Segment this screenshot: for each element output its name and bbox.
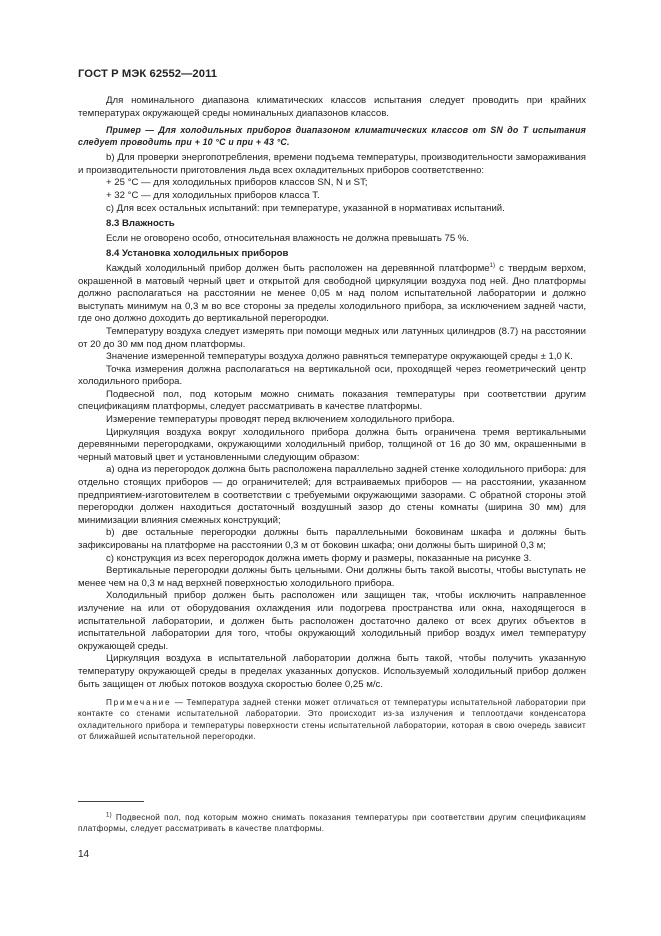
temperature-item: + 32 °С — для холодильных приборов класса Т.: [106, 189, 320, 201]
list-item-b: b) две остальные перегородки должны быть параллельными боковинам шкафа и должны быть зафиксированы на платформе на расстоянии 0,3 м от боковин шкафа; они должны быть шириной 0,3 м;: [78, 527, 586, 551]
section-heading-8-3: 8.3 Влажность: [106, 218, 175, 230]
paragraph: Подвесной пол, под которым можно снимать показания температуры при соответствии другим спецификациям платформы, следует рассматривать в качестве платформы.: [78, 388, 586, 413]
note: [78, 697, 586, 742]
paragraph: Температуру воздуха следует измерять при помощи медных или латунных цилиндров (8.7) на расстоянии от 20 до 30 мм под дном платформы.: [78, 325, 586, 350]
page-header-standard-title: ГОСТ Р МЭК 62552—2011: [78, 68, 218, 80]
paragraph: Вертикальные перегородки должны быть цельными. Они должны быть такой высоты, чтобы выступать не менее чем на 0,3 м над верхней поверхностью холодильного прибора.: [78, 565, 586, 589]
footnote-text: Подвесной пол, под которым можно снимать показания температуры при соответствии другим спецификациям платформы, следует рассматривать в качестве платформы.: [78, 813, 587, 834]
list-item-c: c) конструкция из всех перегородок должна иметь форму и размеры, показанные на рисунке 3.: [106, 552, 532, 564]
footnote-divider: [78, 801, 144, 802]
section-heading-8-4: 8.4 Установка холодильных приборов: [106, 248, 289, 260]
footnote-marker: 1): [106, 812, 112, 819]
paragraph: Циркуляция воздуха вокруг холодильного прибора должна быть ограничена тремя вертикальными деревянными перегородками, окружающими холодильный прибор, толщиной от 16 до 30 мм, окрашенными в черный матовый цвет и установленными следующим образом:: [78, 426, 586, 463]
example-paragraph: Пример — Для холодильных приборов диапазоном климатических классов от SN до Т испытания следует проводить при + 10 °С и при + 43 °С.: [78, 125, 586, 148]
paragraph-rest: с твердым верхом, окрашенной в матовый черный цвет и открытой для свободной циркуляции воздуха под ней. Дно платформы должно располагаться на расстоянии не менее 0,05 м над полом испытательной лаборатории и должно выступать минимум на 0,3 м во все стороны за пределы холодильного прибора, за исключением задней части, где оно должно доходить до вертикальной перегородки.: [78, 262, 586, 325]
note-text: — Температура задней стенки может отличаться от температуры испытательной лаборатории при контакте со стенами испытательной лаборатории. Это происходит из-за излучения и теплоотдачи конденсатора охладительного прибора и температуры поверхности стены испытательной лаборатории, которая в свою очередь зависит от ближайшей испытательной перегородки.: [78, 698, 586, 741]
paragraph: Измерение температуры проводят перед включением холодильного прибора.: [106, 414, 455, 426]
paragraph: Точка измерения должна располагаться на вертикальной оси, проходящей через геометрический центр холодильного прибора.: [78, 363, 586, 388]
paragraph-with-footnote: [78, 263, 586, 326]
footnote: [78, 812, 586, 835]
list-item-b: b) Для проверки энергопотребления, времени подъема температуры, производительности замораживания и производительности приготовления льда всех охладительных приборов соответственно:: [78, 152, 586, 176]
paragraph: Для номинального диапазона климатических классов испытания следует проводить при крайних температурах окружающей среды номинальных диапазонов классов.: [78, 95, 586, 119]
page-number: 14: [78, 849, 90, 860]
paragraph: Если не оговорено особо, относительная влажность не должна превышать 75 %.: [106, 232, 470, 244]
document-body: [78, 95, 586, 742]
paragraph: Значение измеренной температуры воздуха должно равняться температуре окружающей среды ± 1,0 К.: [106, 351, 573, 363]
note-label: Примечание: [106, 698, 172, 708]
list-item-a: a) одна из перегородок должна быть расположена параллельно задней стенке холодильного прибора: для отдельно стоящих приборов — до ограничителей; для встраиваемых приборов — на расстоянии, указанном предприятием-изготовителем в соответствии с требуемыми окружающими зазорами. С обратной стороны этой перегородки должен находиться достаточный воздушный зазор до стены комнаты (ширина 30 мм) для минимизации влияния смежных конструкций;: [78, 464, 586, 526]
list-item-c: c) Для всех остальных испытаний: при температуре, указанной в нормативах испытаний.: [106, 202, 505, 214]
paragraph-start: Каждый холодильный прибор должен быть расположен на деревянной платформе: [106, 262, 490, 274]
footnote-reference[interactable]: 1): [489, 262, 495, 269]
temperature-item: + 25 °С — для холодильных приборов классов SN, N и ST;: [106, 177, 368, 189]
paragraph: Циркуляция воздуха в испытательной лаборатории должна быть такой, чтобы получить указанную температуру окружающей среды в пределах указанных допусков. Используемый холодильный прибор должен быть защищен от любых потоков воздуха скоростью более 0,25 м/с.: [78, 653, 586, 690]
paragraph: Холодильный прибор должен быть расположен или защищен так, чтобы исключить направленное излучение на или от оборудования охлаждения или подогрева пространства или окна, находящегося в испытательной лаборатории, и должен быть расположен достаточно далеко от всех других объектов в испытательной лаборатории для того, чтобы окружающий холодильный прибор воздух имел температуру окружающей среды.: [78, 590, 586, 652]
